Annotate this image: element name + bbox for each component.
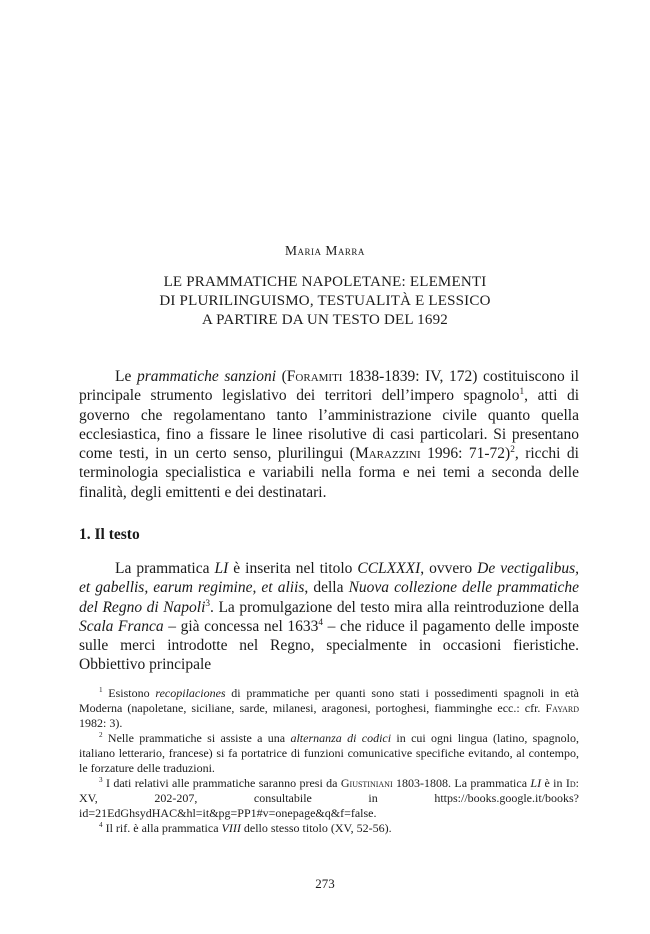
article-title: [0, 273, 650, 330]
footnote-ref-2: 2: [510, 445, 515, 456]
footnote-3: $^3$ I dati relativi alle prammatiche saranno presi da Giustiniani 1803-1808. La prammatica LI è in Id: XV, 202-207, consultabile in https://books.google.it/books?id=21EdGhsydHAC&hl=it&pg=PP1#v=onepage&q&f=false.: [79, 776, 579, 820]
title-line-3: A PARTIRE DA UN TESTO DEL 1692: [202, 312, 448, 328]
footnote-ref-3: 3: [205, 598, 211, 609]
page-number: 273: [315, 876, 335, 891]
footnote-ref-4: 4: [318, 617, 324, 628]
footnote-1: $^1$ Esistono recopilaciones di prammatiche per quanti sono stati i possedimenti spagnoli in età Moderna (napoletane, siciliane, sarde, milanesi, aragonesi, portoghesi, fiamminghe ecc.: cfr. Fayard 1982: 3).: [79, 686, 579, 730]
footnote-4: $^4$ Il rif. è alla prammatica VIII dello stesso titolo (XV, 52-56).: [99, 821, 392, 835]
footnotes: [79, 686, 579, 836]
author-name: Maria Marra: [285, 243, 365, 258]
intro-paragraph: Le prammatiche sanzioni (Foramiti 1838-1839: IV, 172) costituiscono il principale strumento legislativo dei territori dell’impero spagnolo$^1$, atti di governo che regolamentano tanto l’amministrazione civile quanto quella ecclesiastica, fino a fissare le linee risolutive di casi particolari. Si presentano come testi, in un certo senso, plurilingui (Marazzini 1996: 71-72)$^2$, ricchi di terminologia specialistica e variabili nella forma e nei temi a seconda delle finalità, degli emittenti e dei destinatari.: [79, 368, 579, 501]
section-heading: 1. Il testo: [79, 526, 140, 543]
section-paragraph: La prammatica LI è inserita nel titolo CCLXXXI, ovvero De vectigalibus, et gabellis, earum regimine, et aliis, della Nuova collezione delle prammatiche del Regno di Napoli$^3$. La promulgazione del testo mira alla reintroduzione della Scala Franca – già concessa nel 1633$^4$ – che riduce il pagamento delle imposte sulle merci introdotte nel Regno, specialmente in occasioni fieristiche. Obbiettivo principale: [79, 560, 579, 674]
title-line-2: DI PLURILINGUISMO, TESTUALITÀ E LESSICO: [159, 293, 491, 309]
footnote-ref-1: 1: [519, 387, 525, 398]
footnote-2: $^2$ Nelle prammatiche si assiste a una alternanza di codici in cui ogni lingua (latino, spagnolo, italiano letterario, francese) si fa portatrice di funzioni comunicative specifiche evitando, al contempo, le forzature delle traduzioni.: [79, 731, 579, 775]
title-line-1: LE PRAMMATICHE NAPOLETANE: ELEMENTI: [163, 274, 487, 290]
